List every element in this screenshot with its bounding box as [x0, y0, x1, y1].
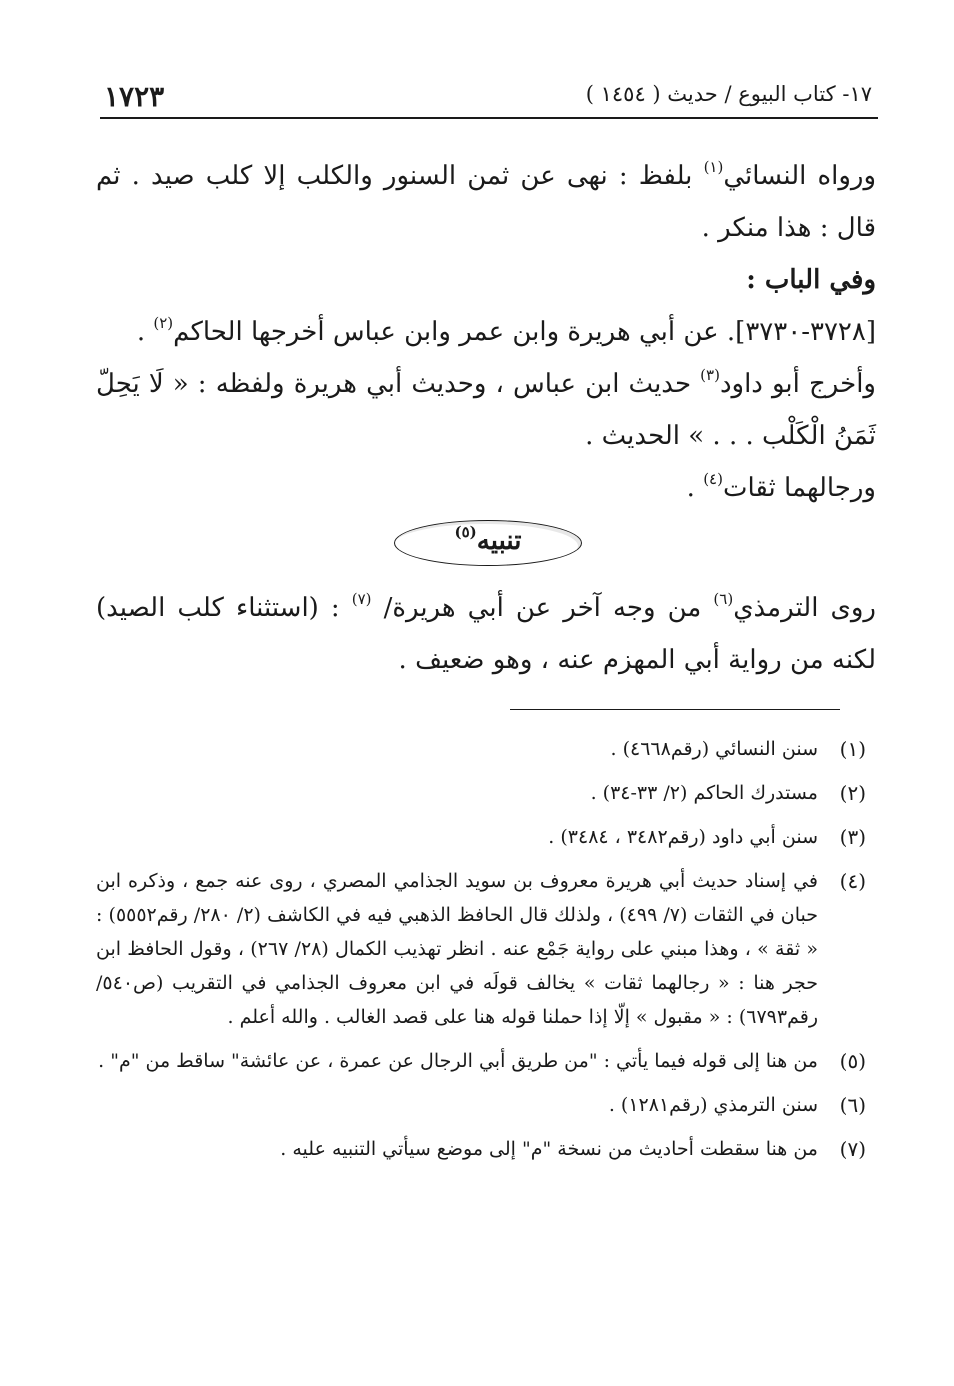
notice-text [96, 582, 876, 686]
paragraph-text: روى الترمذي [733, 593, 876, 623]
footnote-number: (٢) [839, 781, 866, 805]
paragraph-nasai [96, 150, 876, 254]
footnote-ref[interactable]: (٣) [700, 366, 720, 384]
notice-heading [394, 524, 582, 558]
paragraph-text: . [136, 317, 154, 347]
footnote-text: من هنا سقطت أحاديث من نسخة "م" إلى موضع سيأتي التنبيه عليه . [280, 1138, 818, 1160]
page-number: ١٧٢٣ [104, 80, 165, 113]
notice-heading-box [394, 520, 582, 566]
paragraph-text: حديث ابن عباس ، وحديث أبي هريرة ولفظه : « لَا يَحِلّ ثَمَنُ الْكَلْب . . . » الحديث . [96, 369, 876, 451]
paragraph-text: [٣٧٢٨-٣٧٣٠]. عن أبي هريرة وابن عمر وابن عباس أخرجها الحاكم [173, 317, 876, 347]
footnote [96, 1132, 872, 1166]
section-heading: وفي الباب : [746, 265, 876, 295]
footnote-ref[interactable]: (٧) [351, 590, 372, 608]
footnote [96, 1044, 872, 1078]
footnote-text: مستدرك الحاكم (٢/ ٣٣-٣٤) . [590, 782, 818, 804]
paragraph-abu-dawud [96, 358, 876, 462]
running-title: ١٧- كتاب البيوع / حديث ( ١٤٥٤ ) [585, 82, 872, 106]
footnote [96, 820, 872, 854]
footnote-number: (٤) [839, 869, 866, 893]
paragraph-text: من وجه آخر عن أبي هريرة/ [371, 593, 714, 623]
footnote-text: سنن أبي داود (رقم٣٤٨٢ ، ٣٤٨٤) . [548, 826, 818, 848]
footnote-text: سنن النسائي (رقم٤٦٦٨) . [610, 738, 818, 760]
paragraph-text: ورواه النسائي [723, 161, 876, 191]
footnote-text: في إسناد حديث أبي هريرة معروف بن سويد الجذامي المصري ، روى عنه جمع ، وذكره ابن حبان في الثقات (٧/ ٤٩٩) ، ولذلك قال الحافظ الذهبي فيه في الكاشف (٢/ ٢٨٠/ رقم٥٥٥٢) : « ثقة » ، وهذا مبني على رواية جَمْع عنه . انظر تهذيب الكمال (٢٨/ ٢٦٧) ، وقول الحافظ ابن حجر هنا : « رجالهما ثقات » يخالف قولَه في ابن معروف الجذامي في التقريب (ص٥٤٠/ رقم٦٧٩٣) : « مقبول » إلّا إذا حملنا قوله هنا على قصد الغالب . والله أعلم . [96, 870, 819, 1028]
footnotes [96, 732, 872, 1176]
footnote-ref[interactable]: (٦) [713, 590, 734, 608]
footnote-separator [510, 709, 840, 710]
footnote-ref[interactable]: (١) [703, 158, 724, 176]
footnote-number: (١) [839, 737, 866, 761]
main-text [96, 150, 876, 514]
paragraph-text: بلفظ : نهى عن ثمن السنور والكلب إلا كلب صيد . ثم قال : هذا منكر . [96, 161, 876, 243]
footnote-number: (٦) [839, 1093, 866, 1117]
footnote [96, 1088, 872, 1122]
footnote-ref[interactable]: (٢) [153, 314, 174, 332]
paragraph-text: : (استثناء كلب الصيد) لكنه من رواية أبي المهزم عنه ، وهو ضعيف . [96, 593, 876, 675]
paragraph-tirmidhi [96, 582, 876, 686]
paragraph-text: وأخرج أبو داود [719, 369, 876, 399]
footnote-ref[interactable]: (٥) [454, 523, 477, 541]
footnote-number: (٣) [839, 825, 866, 849]
footnote [96, 732, 872, 766]
paragraph-text: ورجالهما ثقات [722, 473, 876, 503]
paragraph-text: . [686, 473, 704, 503]
footnote-text: سنن الترمذي (رقم١٢٨١) . [608, 1094, 818, 1116]
footnote [96, 776, 872, 810]
footnote-text: من هنا إلى قوله فيما يأتي : "من طريق أبي الرجال عن عمرة ، عن عائشة" ساقط من "م" . [98, 1050, 818, 1072]
footnote-number: (٥) [839, 1049, 866, 1073]
header-rule [100, 117, 878, 119]
paragraph-hakim [96, 306, 876, 358]
footnote-ref[interactable]: (٤) [703, 470, 723, 488]
notice-label: تنبيه [476, 526, 522, 556]
page-header [100, 80, 878, 114]
footnote-number: (٧) [839, 1137, 866, 1161]
footnote [96, 864, 872, 1034]
paragraph-narrators [96, 462, 876, 514]
